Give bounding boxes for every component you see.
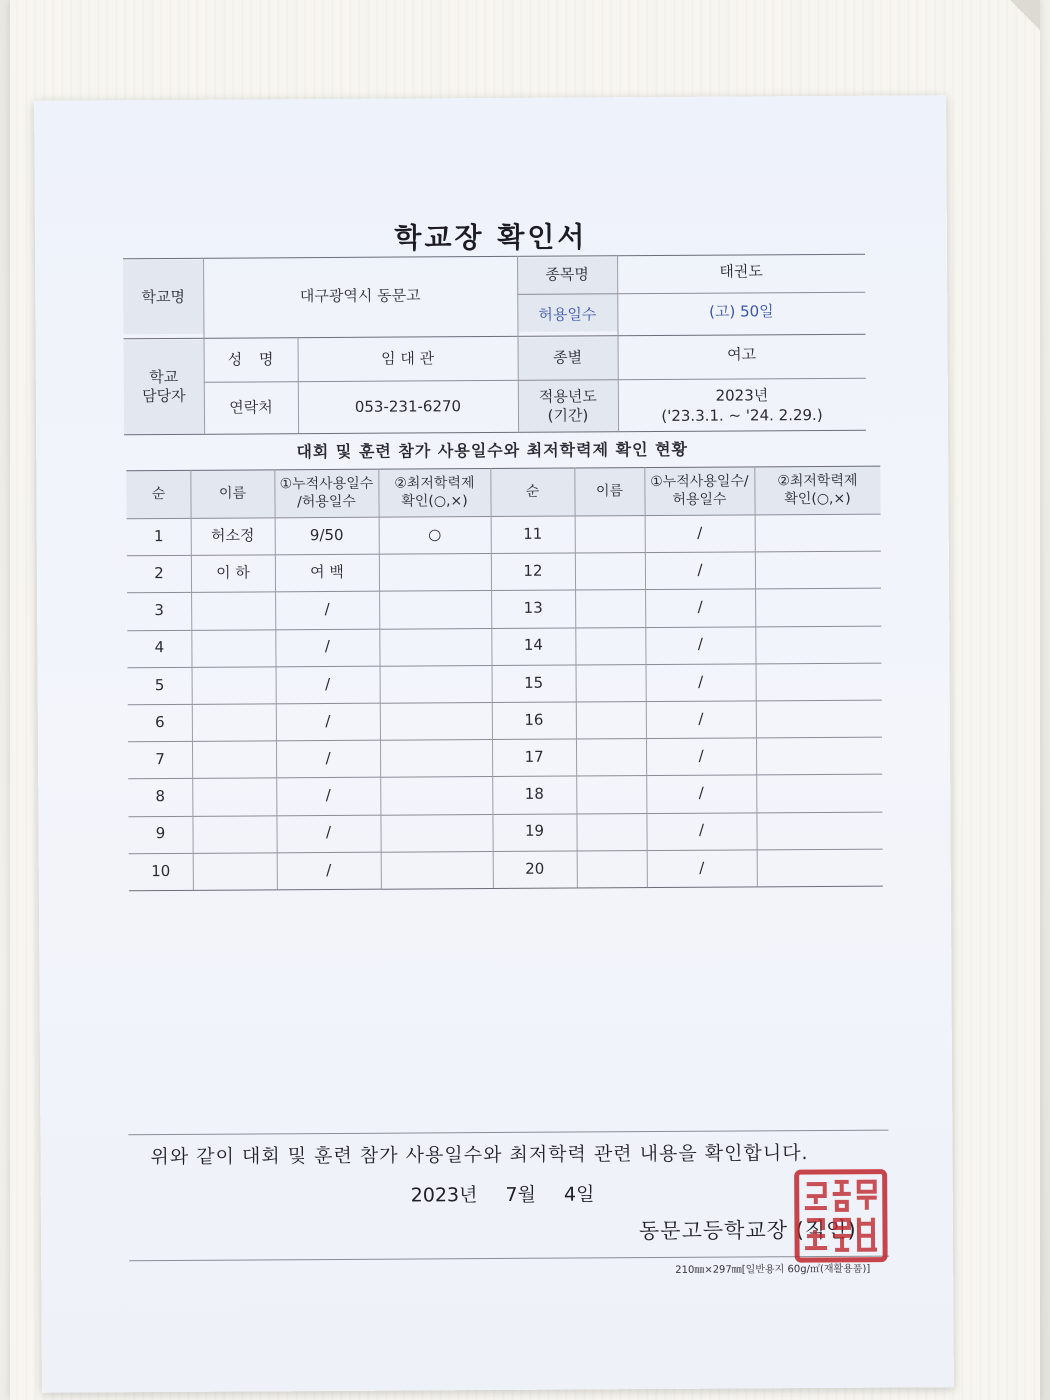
table-header-name: 이름 bbox=[595, 483, 624, 500]
table-cell-no: 9 bbox=[155, 824, 166, 843]
table-cell-check2 bbox=[756, 700, 882, 738]
school-value: 대구광역시 동문고 bbox=[299, 286, 421, 306]
table-cell-no: 10 bbox=[151, 861, 171, 880]
official-seal-stamp bbox=[793, 1168, 890, 1265]
principal-signature: 동문고등학교장 (직인) bbox=[638, 1217, 857, 1244]
table-cell-no: 7 bbox=[155, 750, 165, 769]
table-cell-name bbox=[191, 629, 275, 667]
table-cell-check bbox=[380, 814, 492, 852]
table-cell-name: 이 하 bbox=[216, 563, 250, 582]
table-cell-name2 bbox=[575, 515, 645, 553]
table-cell-check bbox=[379, 590, 491, 628]
period-value: ('23.3.1. ~ '24. 2.29.) bbox=[661, 406, 823, 426]
contact-value: 053-231-6270 bbox=[354, 397, 462, 417]
table-cell-days: 여 백 bbox=[310, 562, 344, 582]
document-title: 학교장 확인서 bbox=[394, 220, 588, 255]
confirmation-document bbox=[34, 95, 954, 1393]
table-cell-name2 bbox=[577, 850, 647, 888]
table-cell-days2: / bbox=[698, 709, 704, 728]
table-cell-check2 bbox=[756, 737, 882, 775]
table-header-days-right: ①누적사용일수/ 허용일수 bbox=[650, 473, 749, 508]
table-header-check-left: ②최저학력제 확인(○,×) bbox=[394, 474, 475, 510]
table-header-no: 순 bbox=[525, 483, 540, 500]
name-value: 임 대 관 bbox=[381, 349, 435, 368]
table-cell-days: 9/50 bbox=[309, 525, 344, 544]
sport-value: 태권도 bbox=[719, 262, 763, 281]
year-label: 적용년도 (기간) bbox=[538, 386, 597, 425]
table-cell-no: 5 bbox=[154, 675, 165, 694]
table-cell-check2 bbox=[756, 662, 882, 700]
table-cell-name bbox=[191, 592, 275, 630]
table-cell-no2: 11 bbox=[523, 524, 543, 543]
envelope-corner bbox=[1010, 0, 1040, 30]
table-cell-no: 2 bbox=[154, 564, 164, 583]
confirmation-date: 2023년 7월 4일 bbox=[410, 1183, 595, 1207]
table-cell-days: / bbox=[325, 786, 331, 805]
table-cell-days2: / bbox=[697, 523, 703, 542]
allowed-days-label: 허용일수 bbox=[538, 305, 597, 324]
table-cell-name2 bbox=[576, 775, 646, 813]
sport-label: 종목명 bbox=[545, 265, 589, 284]
table-cell-name2 bbox=[575, 552, 645, 590]
allowed-days-value: (고) 50일 bbox=[709, 302, 774, 321]
table-cell-name bbox=[192, 815, 276, 853]
table-cell-check bbox=[379, 553, 491, 591]
table-cell-days: / bbox=[324, 600, 330, 619]
category-value: 여고 bbox=[727, 345, 757, 364]
table-cell-name bbox=[192, 703, 276, 741]
table-cell-name bbox=[193, 852, 277, 890]
table-cell-no: 1 bbox=[153, 526, 164, 545]
table-cell-days: / bbox=[325, 711, 331, 730]
table-cell-name bbox=[192, 741, 276, 779]
table-cell-days2: / bbox=[697, 635, 703, 654]
table-cell-check bbox=[380, 702, 492, 740]
table-cell-days: / bbox=[325, 749, 331, 768]
table-cell-check2 bbox=[755, 551, 881, 589]
table-header-name: 이름 bbox=[218, 485, 247, 502]
year-value: 2023년 bbox=[715, 386, 769, 405]
table-cell-no2: 12 bbox=[523, 561, 543, 580]
table-cell-check2 bbox=[757, 848, 883, 886]
table-cell-check2 bbox=[755, 514, 881, 552]
table-cell-days2: / bbox=[697, 597, 703, 616]
table-cell-no: 4 bbox=[154, 638, 165, 657]
table-cell-no: 8 bbox=[155, 787, 166, 806]
name-label: 성 명 bbox=[227, 350, 274, 369]
confirmation-statement: 위와 같이 대회 및 훈련 참가 사용일수와 최저학력 관련 내용을 확인합니다. bbox=[150, 1142, 809, 1169]
table-cell-days2: / bbox=[698, 746, 704, 765]
footer-top-line bbox=[128, 1130, 888, 1136]
table-cell-no2: 15 bbox=[524, 673, 544, 692]
table-cell-days: / bbox=[324, 637, 330, 656]
table-cell-days: / bbox=[325, 674, 331, 693]
table-cell-check bbox=[380, 665, 492, 703]
table-cell-days2: / bbox=[698, 821, 705, 840]
table-cell-name bbox=[192, 666, 276, 704]
table-cell-check bbox=[380, 776, 492, 814]
table-cell-days: / bbox=[326, 860, 332, 879]
table-cell-name2 bbox=[575, 589, 645, 627]
table-cell-days2: / bbox=[699, 858, 705, 877]
table-cell-no2: 18 bbox=[524, 784, 544, 804]
table-cell-no: 6 bbox=[155, 712, 165, 731]
table-cell-check2 bbox=[756, 811, 882, 849]
table-cell-check: ○ bbox=[428, 525, 442, 544]
table-cell-name2 bbox=[576, 738, 646, 776]
table-cell-check bbox=[379, 628, 491, 666]
table-cell-no2: 17 bbox=[524, 747, 544, 766]
table-cell-name: 허소정 bbox=[210, 526, 255, 545]
table-cell-no2: 13 bbox=[523, 598, 543, 618]
table-cell-name bbox=[192, 778, 276, 816]
table-cell-name2 bbox=[576, 701, 646, 739]
table-header-days-left: ①누적사용일수 /허용일수 bbox=[279, 475, 374, 511]
table-cell-name2 bbox=[576, 813, 646, 851]
table-cell-check2 bbox=[755, 588, 881, 626]
table-header-check-right: ②최저학력제 확인(○,×) bbox=[777, 472, 858, 508]
table-cell-no2: 19 bbox=[524, 822, 545, 841]
table-cell-no2: 16 bbox=[524, 710, 544, 729]
table-cell-days2: / bbox=[698, 783, 704, 802]
table-cell-days2: / bbox=[697, 560, 703, 579]
table-cell-check2 bbox=[756, 774, 882, 812]
table-cell-no2: 14 bbox=[523, 636, 543, 655]
status-section-title: 대회 및 훈련 참가 사용일수와 최저학력제 확인 현황 bbox=[296, 439, 689, 462]
table-cell-check bbox=[380, 739, 492, 777]
table-cell-days2: / bbox=[698, 672, 704, 691]
table-cell-no: 3 bbox=[154, 601, 164, 620]
table-cell-days: / bbox=[325, 823, 332, 842]
table-cell-name2 bbox=[575, 627, 645, 665]
table-cell-name2 bbox=[576, 664, 646, 702]
category-label: 종별 bbox=[553, 348, 583, 367]
contact-label: 연락처 bbox=[229, 398, 273, 417]
school-label: 학교명 bbox=[141, 288, 186, 307]
manager-label: 학교 담당자 bbox=[142, 367, 186, 406]
table-cell-check bbox=[381, 851, 493, 889]
table-cell-check2 bbox=[755, 625, 881, 663]
paper-spec: 210㎜×297㎜[일반용지 60g/㎡(재활용품)] bbox=[675, 1263, 871, 1276]
table-cell-no2: 20 bbox=[525, 859, 545, 878]
table-header-no: 순 bbox=[151, 485, 166, 502]
